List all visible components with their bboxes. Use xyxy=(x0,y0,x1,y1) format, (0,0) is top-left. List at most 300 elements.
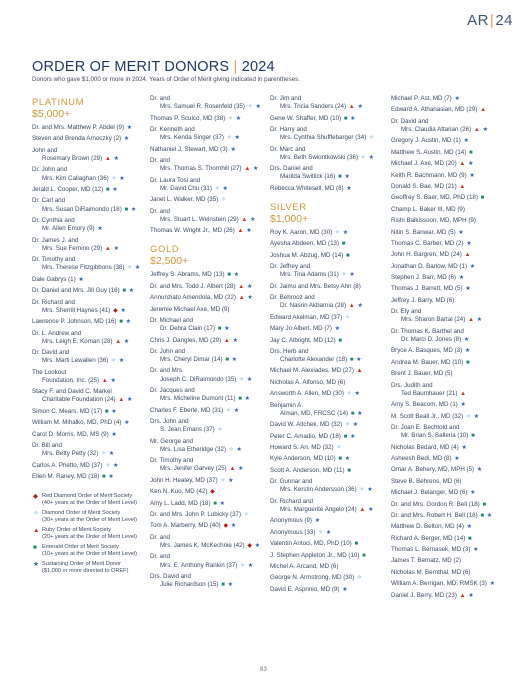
donor-name-cont: Mrs. Micheline Dumont (11) ■ ★ xyxy=(160,395,251,403)
donor-name: Bryce A. Basques, MD (3) xyxy=(391,347,463,355)
sustaining-star-icon: ★ xyxy=(230,523,237,530)
donor-name: Dr. and Mrs. xyxy=(150,367,184,375)
donor-entry xyxy=(270,185,388,193)
donor-name: David W. Altchek, MD (32) xyxy=(270,421,343,429)
diamond-society-icon: ✧ xyxy=(359,487,365,494)
donor-entry xyxy=(391,137,509,145)
red-diamond-icon: ◆ xyxy=(113,307,118,314)
diamond-society-icon: ✧ xyxy=(214,185,220,192)
donor-entry xyxy=(150,208,268,224)
donor-entry xyxy=(391,455,509,463)
donor-entry xyxy=(32,124,150,132)
sustaining-star-icon: ★ xyxy=(123,338,130,345)
sustaining-star-icon: ★ xyxy=(222,185,228,192)
donor-name-cont: Mrs. Kerstin Andersson (36) ✧ ★ xyxy=(280,486,373,494)
donor-name: Michael J. Belanger, MD (6) xyxy=(391,489,468,497)
donor-entry xyxy=(391,95,509,103)
sustaining-star-icon: ★ xyxy=(130,206,137,213)
sustaining-star-icon: ★ xyxy=(120,307,126,314)
donor-name: Joshua M. Abzug, MD (14) xyxy=(270,251,344,259)
diamond-society-icon: ✧ xyxy=(111,175,117,182)
sustaining-star-icon: ★ xyxy=(236,446,242,453)
donor-entry xyxy=(270,574,388,582)
emerald-icon: ■ xyxy=(33,544,37,552)
donor-name-cont: Mrs. Leigh E. Koman (28) ▲ ★ xyxy=(42,337,130,345)
sustaining-star-icon: ★ xyxy=(454,96,460,102)
donor-name: Howard S. An, MD (32) xyxy=(270,444,334,452)
legend-item xyxy=(32,510,150,524)
emerald-icon: ■ xyxy=(225,357,229,364)
donor-entry xyxy=(150,438,268,454)
emerald-icon: ■ xyxy=(221,582,225,589)
sustaining-star-icon: ★ xyxy=(97,226,103,233)
emerald-icon: ■ xyxy=(338,337,343,344)
donor-entry xyxy=(150,418,268,434)
legend-label: Ruby Order of Merit Society xyxy=(42,527,112,534)
donor-name: Stephen J. Barr, MD (6) xyxy=(391,274,456,282)
donor-entry xyxy=(391,106,509,114)
sustaining-star-icon: ★ xyxy=(352,422,359,429)
sustaining-star-icon: ★ xyxy=(233,272,239,279)
donor-name: Dr. and xyxy=(150,95,170,102)
donor-entry xyxy=(391,194,509,202)
donor-entry xyxy=(150,146,268,154)
donor-name: Gene W. Shaffer, MD (10) xyxy=(270,114,342,122)
diamond-society-icon: ✧ xyxy=(243,512,249,519)
donor-name: Dr. Marc and xyxy=(270,145,306,153)
sustaining-star-icon: ★ xyxy=(244,396,251,403)
donor-name: Richard A. Berger, MD (14) xyxy=(391,534,466,542)
diamond-society-icon: ✧ xyxy=(368,135,374,142)
ruby-icon: ▲ xyxy=(244,166,251,173)
donor-name: Dr. L. Andrew and xyxy=(32,329,82,337)
donor-name: Dr. Jaimo and Mrs. Betsy Ahn (8) xyxy=(270,282,361,290)
donor-entry xyxy=(391,535,509,543)
sustaining-star-icon: ★ xyxy=(247,562,254,569)
sustaining-star-icon: ★ xyxy=(111,408,117,415)
sustaining-star-icon: ★ xyxy=(357,104,363,111)
donor-entry xyxy=(270,455,388,463)
donor-entry xyxy=(32,473,150,481)
donor-name: Dr. James J. and xyxy=(32,236,79,244)
emerald-icon: ■ xyxy=(338,456,343,463)
donor-entry xyxy=(391,149,509,157)
donor-name-cont: Alman, MD, FRCSC (14) ■ ★ xyxy=(280,409,363,417)
donor-name: Champ L. Baker III, MD (9) xyxy=(391,205,465,213)
emerald-icon: ■ xyxy=(122,288,127,295)
ruby-icon: ▲ xyxy=(460,390,467,397)
donor-entry xyxy=(32,419,150,427)
diamond-society-icon: ✧ xyxy=(127,265,133,272)
donor-name-cont: Mrs. Marti Lewallen (36) ✧ ★ xyxy=(42,357,125,365)
donor-name: John H. Bargren, MD (24) xyxy=(391,251,462,259)
sustaining-star-icon: ★ xyxy=(126,125,133,131)
sustaining-star-icon: ★ xyxy=(33,561,39,569)
donor-name-cont: Mrs. Sharon Bartal (24) ▲ ★ xyxy=(401,316,483,324)
donor-entry xyxy=(32,299,150,315)
donor-name: Charles F. Eberle, MD (31) xyxy=(150,406,224,414)
diamond-society-icon: ✧ xyxy=(101,451,107,458)
red-diamond-icon: ◆ xyxy=(33,493,38,501)
donor-entry xyxy=(270,337,388,345)
ruby-icon: ▲ xyxy=(359,507,366,513)
donor-entry xyxy=(391,297,509,305)
donor-entry xyxy=(150,457,268,473)
donor-name: William M. Mihalko, MD, PhD (4) xyxy=(32,419,122,427)
ruby-icon: ▲ xyxy=(229,466,236,473)
donor-name: Matthew S. Austin, MD (14) xyxy=(391,148,467,156)
sustaining-star-icon: ★ xyxy=(346,185,352,192)
page-title: ORDER OF MERIT DONORS | 2024 xyxy=(32,59,275,75)
giving-level-amount: $1,000+ xyxy=(270,212,309,225)
donor-name: Dr. Kenneth and xyxy=(150,125,195,133)
sustaining-star-icon: ★ xyxy=(233,407,240,414)
donor-name: Dr. Gunnar and xyxy=(270,478,313,486)
donor-entry xyxy=(391,370,509,378)
donor-entry xyxy=(270,529,388,537)
sustaining-star-icon: ★ xyxy=(235,115,242,122)
donor-entry xyxy=(270,229,388,237)
donor-name: Dr. Jim and xyxy=(270,95,302,102)
sustaining-star-icon: ★ xyxy=(486,512,493,519)
donor-name: Dr. Thomas K. Barthel and xyxy=(391,327,464,335)
sustaining-star-icon: ★ xyxy=(342,229,349,236)
donor-entry xyxy=(32,237,150,253)
donor-name: Nicholas M. Bernthal, MD (6) xyxy=(391,568,471,576)
donor-name: Carlos A. Prietto, MD (37) xyxy=(32,461,103,469)
donor-name: Dr. Laura Tosi and xyxy=(150,176,201,184)
donor-name: Nicholas Bedard, MD (4) xyxy=(391,443,459,451)
donor-name-cont: Mrs. Cheryl Dimar (14) ■ ★ xyxy=(160,356,238,364)
donor-entry xyxy=(391,160,509,168)
donor-name-cont: Mrs. Lisa Etheridge (32) ✧ ★ xyxy=(160,445,242,453)
donor-name: Michael M. Alexiades, MD (27) xyxy=(270,367,354,375)
sustaining-star-icon: ★ xyxy=(113,155,119,162)
ruby-icon: ▲ xyxy=(238,283,245,290)
sustaining-star-icon: ★ xyxy=(354,391,360,398)
sustaining-star-icon: ★ xyxy=(482,126,488,133)
sustaining-star-icon: ★ xyxy=(111,431,117,438)
donor-name: Dr. John and xyxy=(150,347,186,355)
donor-name: Dr. and xyxy=(150,156,170,164)
donor-entry xyxy=(270,252,388,260)
donor-name-cont: Mrs. Jenifer Garvey (25) ▲ ★ xyxy=(160,465,244,473)
sustaining-star-icon: ★ xyxy=(350,115,356,122)
giving-level-name: PLATINUM xyxy=(32,97,85,108)
ruby-icon: ▲ xyxy=(459,592,466,599)
sustaining-star-icon: ★ xyxy=(461,444,467,451)
donor-name: M. Scott Beall Jr., MD (32) xyxy=(391,412,464,420)
donor-entry xyxy=(391,382,509,398)
donor-entry xyxy=(150,95,268,111)
donor-entry xyxy=(270,263,388,279)
donor-name: Andrea M. Bauer, MD (10) xyxy=(391,358,464,366)
donor-name: Dr. and Mrs. Gordon R. Bell (18) xyxy=(391,500,480,508)
donor-entry xyxy=(270,146,388,162)
donor-name: Drs. Judith and xyxy=(391,381,433,389)
donor-name: Mary Jo Albert, MD (7) xyxy=(270,325,332,333)
donor-name: Dr. and xyxy=(150,553,170,561)
sustaining-star-icon: ★ xyxy=(468,161,474,168)
sustaining-star-icon: ★ xyxy=(246,283,253,290)
legend-description: (10+ years at the Order of Merit Level) xyxy=(42,551,137,558)
sustaining-star-icon: ★ xyxy=(463,337,470,344)
ruby-icon: ▲ xyxy=(115,338,122,345)
donor-name: Drs. David and xyxy=(150,572,191,580)
sustaining-star-icon: ★ xyxy=(238,466,244,473)
donor-name: Dale Gabrys (1) xyxy=(32,275,76,283)
legend-item xyxy=(32,561,150,575)
donor-name: Kyle Anderson, MD (10) xyxy=(270,455,336,463)
emerald-icon: ■ xyxy=(102,474,106,481)
donor-entry xyxy=(391,512,509,520)
donor-name: Dr. Behrooz and xyxy=(270,294,315,302)
sustaining-star-icon: ★ xyxy=(231,357,238,364)
sustaining-star-icon: ★ xyxy=(357,410,363,417)
sustaining-star-icon: ★ xyxy=(219,500,226,507)
donor-name: Dr. Harry and xyxy=(270,125,307,133)
donor-entry xyxy=(150,294,268,302)
diamond-society-icon: ✧ xyxy=(465,413,471,420)
donor-entry xyxy=(270,421,388,429)
sustaining-star-icon: ★ xyxy=(466,240,472,247)
donor-name: Thomas C. Barber, MD (2) xyxy=(391,239,464,247)
donor-name-cont: Mrs. James K. McKechnie (42) ◆ ★ xyxy=(160,542,261,549)
donor-entry xyxy=(391,217,509,225)
donor-name-cont: Mrs. Thomas S. Thornhill (27) ▲ ★ xyxy=(160,165,259,173)
emerald-icon: ■ xyxy=(469,149,473,156)
donor-name: Tom A. Marberry, MD (40) xyxy=(150,522,221,530)
donor-name-cont: Mrs. Beth Swiontkowski (36) ✧ ★ xyxy=(280,153,374,161)
donor-name: Edward Akelman, MD (37) xyxy=(270,313,343,321)
donor-entry xyxy=(391,546,509,554)
donor-entry xyxy=(150,115,268,123)
donor-entry xyxy=(391,523,509,531)
donor-entry xyxy=(270,467,388,475)
donor-entry xyxy=(391,413,509,421)
diamond-society-icon: ✧ xyxy=(334,229,341,236)
sustaining-star-icon: ★ xyxy=(473,547,479,554)
sustaining-star-icon: ★ xyxy=(476,467,483,474)
donor-name: Dr. Richard and xyxy=(270,497,313,505)
donor-name: Dr. and Mrs. John P. Lubicky (37) xyxy=(150,511,242,519)
donor-entry xyxy=(32,197,150,213)
donor-entry xyxy=(391,569,509,577)
emerald-icon: ■ xyxy=(468,535,472,542)
donor-name: Dr. Timothy and xyxy=(32,256,76,264)
sustaining-star-icon: ★ xyxy=(255,104,261,111)
donor-name-cont: Marilda Switlick (16) ■ ★ xyxy=(280,173,350,181)
donor-name-cont: Joseph C. DiRaimondo (35) ✧ ★ xyxy=(160,375,253,383)
ruby-icon: ▲ xyxy=(238,295,245,302)
donor-entry xyxy=(150,177,268,193)
emerald-icon: ■ xyxy=(217,326,222,333)
ruby-icon: ▲ xyxy=(464,252,471,259)
donor-name: Omar A. Behery, MD, MPH (5) xyxy=(391,466,475,474)
donor-entry xyxy=(150,283,268,291)
donor-name-cont: Mr. Allen Emory (9) ★ xyxy=(42,225,103,233)
donor-name: Thomas J. Barrett, MD (5) xyxy=(391,285,463,293)
donor-entry xyxy=(150,488,268,496)
donor-name: Dr. Daniel and Mrs. Jill Guy (16) xyxy=(32,287,120,295)
donor-name: Dr. Carl and xyxy=(32,197,66,205)
donor-name: Valentin Antoci, MD, PhD (10) xyxy=(270,540,352,548)
donor-name-cont: Rosemary Brown (29) ▲ ★ xyxy=(42,154,119,162)
donor-entry xyxy=(32,369,150,385)
diamond-society-icon: ✧ xyxy=(240,562,246,569)
donor-name: David E. Asprinio, MD (9) xyxy=(270,585,340,593)
donor-entry xyxy=(270,540,388,548)
emerald-icon: ■ xyxy=(124,206,129,213)
donor-name: Keith R. Bachmann, MD (9) xyxy=(391,171,467,179)
donor-entry xyxy=(270,294,388,310)
diamond-society-icon: ✧ xyxy=(346,391,352,398)
giving-level-amount: $5,000+ xyxy=(32,108,71,120)
emerald-icon: ■ xyxy=(343,433,348,440)
donor-name: Dr. and Mrs. Todd J. Albert (28) xyxy=(150,282,236,290)
red-diamond-icon: ◆ xyxy=(210,489,215,496)
diamond-society-icon: ✧ xyxy=(33,510,39,518)
donor-name-cont: Dr. Marci D. Jones (8) ★ xyxy=(401,336,470,344)
donor-name-cont: Dr. Nasrin Akbarnia (28) ▲ ★ xyxy=(280,302,363,310)
emerald-icon: ■ xyxy=(338,174,342,181)
sustaining-star-icon: ★ xyxy=(344,456,351,463)
sustaining-star-icon: ★ xyxy=(253,166,259,173)
legend-item xyxy=(32,544,150,558)
donor-entry xyxy=(391,229,509,237)
ruby-icon: ▲ xyxy=(104,155,111,162)
ruby-icon: ▲ xyxy=(118,397,125,404)
donor-name-cont: Julie Richardson (15) ■ ★ xyxy=(160,581,233,589)
diamond-society-icon: ✧ xyxy=(239,376,245,383)
donor-name-cont: Foundation, Inc. (25) ▲ ★ xyxy=(42,376,116,384)
donor-name: Chris J. Dangles, MD (29) xyxy=(150,336,222,344)
donor-entry xyxy=(391,328,509,344)
donor-name: Matthew D. Belton, MD (4) xyxy=(391,523,464,531)
diamond-society-icon: ✧ xyxy=(336,445,342,452)
ruby-icon: ▲ xyxy=(101,377,108,384)
donor-entry xyxy=(32,388,150,404)
sustaining-star-icon: ★ xyxy=(247,295,253,302)
donor-name: Ayesha Abdeen, MD (13) xyxy=(270,240,340,248)
donor-entry xyxy=(32,287,150,295)
emerald-icon: ■ xyxy=(465,359,470,366)
donor-entry xyxy=(32,462,150,470)
sustaining-star-icon: ★ xyxy=(123,136,130,143)
donor-entry xyxy=(32,349,150,365)
sustaining-star-icon: ★ xyxy=(344,174,350,181)
donor-entry xyxy=(150,534,268,550)
donor-entry xyxy=(270,498,388,514)
donor-entry xyxy=(391,263,509,271)
donor-entry xyxy=(150,157,268,173)
donor-name: Annunziato Amendola, MD (22) xyxy=(150,294,236,302)
donor-name: Dr. Richard and xyxy=(32,298,75,306)
sustaining-star-icon: ★ xyxy=(113,245,119,252)
donor-entry xyxy=(391,359,509,367)
emerald-icon: ■ xyxy=(354,541,359,548)
donor-entry xyxy=(270,444,388,452)
sustaining-star-icon: ★ xyxy=(119,175,125,182)
donor-entry xyxy=(391,240,509,248)
donor-name: Geoffrey S. Baer, MD, PhD (18) xyxy=(391,194,478,202)
ruby-icon: ▲ xyxy=(459,161,466,168)
society-legend xyxy=(32,493,150,575)
emerald-icon: ■ xyxy=(480,512,485,519)
donor-entry xyxy=(270,552,388,560)
donor-entry xyxy=(391,444,509,452)
donor-name: Dr. Ely and xyxy=(391,308,422,316)
donor-entry xyxy=(270,325,388,333)
donor-name: Dr. and Mrs. Robert H. Bell (18) xyxy=(391,511,478,519)
legend-item xyxy=(32,493,150,507)
donor-entry xyxy=(32,318,150,326)
donor-entry xyxy=(150,573,268,589)
emerald-icon: ■ xyxy=(347,467,351,474)
donor-name: Nathaniel J. Stewart, MD (3) xyxy=(150,145,228,153)
red-diamond-icon: ◆ xyxy=(247,543,252,549)
donor-name: Brent J. Bauer, MD (5) xyxy=(391,370,453,378)
diamond-society-icon: ✧ xyxy=(217,427,223,434)
donor-entry xyxy=(32,217,150,233)
giving-level-amount: $2,500+ xyxy=(150,255,189,268)
emerald-icon: ■ xyxy=(343,115,348,122)
sustaining-star-icon: ★ xyxy=(454,455,460,462)
sustaining-star-icon: ★ xyxy=(470,490,476,497)
donor-entry xyxy=(391,580,509,588)
sustaining-star-icon: ★ xyxy=(465,286,471,293)
donor-entry xyxy=(32,186,150,194)
sustaining-star-icon: ★ xyxy=(127,397,133,404)
diamond-society-icon: ✧ xyxy=(360,154,366,161)
legend-item xyxy=(32,527,150,541)
sustaining-star-icon: ★ xyxy=(232,337,238,344)
sustaining-star-icon: ★ xyxy=(464,348,471,355)
donor-name: Jeffrey J. Barry, MD (6) xyxy=(391,296,455,304)
donor-entry xyxy=(391,274,509,282)
sustaining-star-icon: ★ xyxy=(314,518,321,525)
donor-name: Nicholas A. Alfonso, MD (6) xyxy=(270,378,346,386)
donor-name: Roy K. Aaron, MD (30) xyxy=(270,228,333,236)
donor-name-cont: Mrs. Kim Callaghan (36) ✧ ★ xyxy=(42,174,125,182)
donor-name: Jeffrey S. Abrams, MD (13) xyxy=(150,271,225,279)
diamond-society-icon: ✧ xyxy=(344,314,350,321)
sustaining-star-icon: ★ xyxy=(469,263,476,270)
ruby-icon: ▲ xyxy=(473,126,480,133)
donor-entry xyxy=(150,553,268,569)
donor-name: J. Stephen Appleton Jr., MD (10) xyxy=(270,551,360,559)
sustaining-star-icon: ★ xyxy=(356,357,362,364)
donor-name: Dr. Joan E. Bechtold and xyxy=(391,423,460,431)
donor-name: William A. Berrigan, MD, RMSK (3) xyxy=(391,580,487,588)
donor-name-cont: Mrs. Claudia Attarian (26) ▲ ★ xyxy=(401,125,488,133)
donor-entry xyxy=(270,478,388,494)
donor-name: Simon C. Mears, MD (17) xyxy=(32,407,103,415)
donor-entry xyxy=(150,500,268,508)
donor-name-cont: Mrs. Tina Adams (31) ✧ ★ xyxy=(280,271,355,279)
donor-name-cont: Mrs. Susan DiRaimondo (18) ■ ★ xyxy=(42,205,137,213)
donor-name: Jeremie Michael Axe, MD (9) xyxy=(150,305,230,313)
donor-entry xyxy=(32,135,150,143)
donor-name: Dr. and xyxy=(150,207,170,215)
donor-entry xyxy=(391,501,509,509)
donor-name: John H. Healey, MD (37) xyxy=(150,476,218,484)
donor-entry xyxy=(150,387,268,403)
legend-label: Sustaining Order of Merit Donor xyxy=(42,561,121,568)
donor-name: Peter C. Amadio, MD (18) xyxy=(270,432,341,440)
ruby-icon: ▲ xyxy=(33,527,40,535)
donor-name-cont: Mr. David Chu (31) ✧ ★ xyxy=(160,184,228,192)
